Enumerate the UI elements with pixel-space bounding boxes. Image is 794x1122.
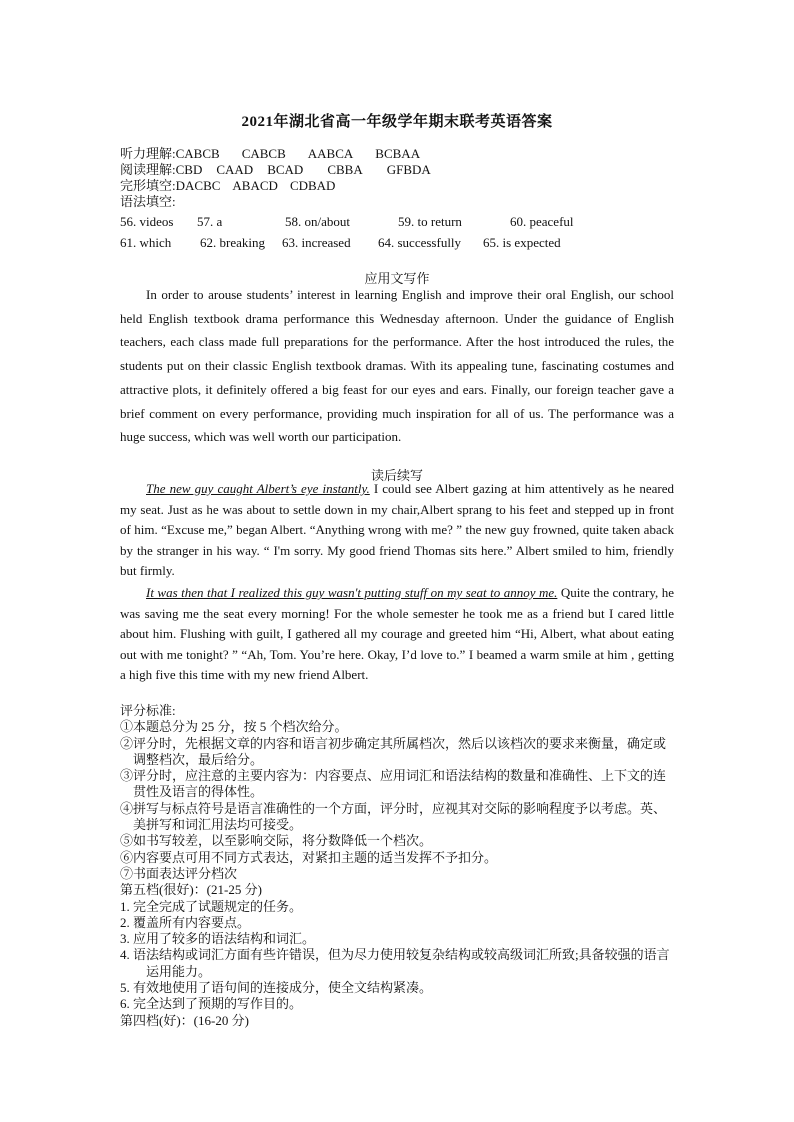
level-5-item: 4. 语法结构或词汇方面有些许错误，但为尽力使用较复杂结构或较高级词汇所致;具备较强的语言运用能力。 xyxy=(120,947,670,979)
practical-writing-text: In order to arouse students’ interest in learning English and improve their oral English, our school held English textbook drama performance this Wednesday afternoon. Under the guidance of English teachers, each class made full preparations for the performance. After the host introduced the rules, the students put on their classic English textbook dramas. With its appealing tune, fascinating costumes and attractive plots, it definitely offered a big feast for our eyes and ears. Finally, our foreign teacher gave a brief comment on every performance, providing much inspiration for all of us. The performance was a huge success, which was well worth our participation. xyxy=(120,287,674,445)
grammar-answer: 58. on/about xyxy=(285,214,350,229)
criteria-item: ⑥内容要点可用不同方式表达，对紧扣主题的适当发挥不予扣分。 xyxy=(120,849,498,865)
level-4-heading: 第四档(好)：(16-20 分) xyxy=(120,1012,249,1028)
level-5-heading: 第五档(很好)：(21-25 分) xyxy=(120,882,262,898)
level-5-item: 3. 应用了较多的语法结构和词汇。 xyxy=(120,931,316,947)
answer-row-reading xyxy=(120,162,453,178)
criteria-heading: 评分标准: xyxy=(120,703,176,718)
practical-writing-heading: 应用文写作 xyxy=(364,271,430,286)
grammar-answer: 61. which xyxy=(120,235,172,250)
grammar-answer: 60. peaceful xyxy=(510,214,574,229)
grammar-answer: 62. breaking xyxy=(200,235,265,250)
continuation-paragraph-1 xyxy=(120,479,674,582)
grammar-answer: 56. videos xyxy=(120,214,174,229)
grammar-answer: 63. increased xyxy=(282,235,351,250)
answer-row-grammar xyxy=(120,194,176,210)
answer-label: 阅读理解: xyxy=(120,162,176,177)
answer-group: AABCA xyxy=(307,146,354,161)
answer-group: CABCB xyxy=(241,146,286,161)
answer-group: ABACD xyxy=(232,178,278,193)
criteria-item: ①本题总分为 25 分，按 5 个档次给分。 xyxy=(120,719,348,735)
answer-group: CDBAD xyxy=(289,178,336,193)
answer-group: CAAD xyxy=(216,162,254,177)
paragraph-body: Quite the contrary, he was saving me the seat every morning! For the whole semester he took me as a friend but I cared little about him. Flushing with guilt, I gathered all my courage and greeted him “Hi, Albert, what about eating out with me tonight? ” “Ah, Tom. You’re here. Okay, I’d love to.” I beamed a warm smile at him , getting a high five this time with my new friend Albert. xyxy=(120,585,674,683)
level-5-item: 2. 覆盖所有内容要点。 xyxy=(120,914,251,930)
answer-group: CBD xyxy=(175,162,203,177)
paragraph-lead-sentence: It was then that I realized this guy wasn't putting stuff on my seat to annoy me. xyxy=(146,585,558,600)
answer-group: CBBA xyxy=(327,162,363,177)
answer-label: 完形填空: xyxy=(120,178,176,193)
paragraph-lead-sentence: The new guy caught Albert’s eye instantly. xyxy=(146,481,370,496)
answer-group: BCAD xyxy=(267,162,304,177)
criteria-item: ④拼写与标点符号是语言准确性的一个方面，评分时，应视其对交际的影响程度予以考虑。英、美拼写和词汇用法均可接受。 xyxy=(120,800,667,833)
level-5-item: 1. 完全完成了试题规定的任务。 xyxy=(120,898,303,914)
answer-group: GFBDA xyxy=(386,162,431,177)
continuation-paragraph-2 xyxy=(120,583,674,686)
answer-label: 语法填空: xyxy=(120,194,176,209)
criteria-item: ⑦书面表达评分档次 xyxy=(120,865,238,881)
grammar-answer: 57. a xyxy=(197,214,223,229)
answer-row-cloze xyxy=(120,178,357,194)
grammar-answer: 59. to return xyxy=(398,214,462,229)
answer-group: CABCB xyxy=(175,146,220,161)
answer-label: 听力理解: xyxy=(120,146,176,161)
criteria-item: ⑤如书写较差，以至影响交际，将分数降低一个档次。 xyxy=(120,833,433,849)
answer-group: DACBC xyxy=(175,178,221,193)
answer-group: BCBAA xyxy=(375,146,421,161)
continuation-writing-heading: 读后续写 xyxy=(370,468,423,483)
level-5-item: 6. 完全达到了预期的写作目的。 xyxy=(120,996,303,1012)
criteria-item: ②评分时，先根据文章的内容和语言初步确定其所属档次，然后以该档次的要求来衡量，确定或调整档次，最后给分。 xyxy=(120,735,667,767)
answer-row-listening xyxy=(120,146,442,162)
level-5-item: 5. 有效地使用了语句间的连接成分，使全文结构紧凑。 xyxy=(120,980,433,996)
grammar-answer: 64. successfully xyxy=(378,235,462,250)
page-title: 2021年湖北省高一年级学年期末联考英语答案 xyxy=(241,114,553,130)
criteria-item: ③评分时，应注意的主要内容为：内容要点、应用词汇和语法结构的数量和准确性、上下文的连贯性及语言的得体性。 xyxy=(120,768,667,800)
scoring-criteria xyxy=(120,703,676,1029)
grammar-answer: 65. is expected xyxy=(483,235,561,250)
paragraph-body: I could see Albert gazing at him attentively as he neared my seat. Just as he was about to settle down in my chair,Albert sprang to his feet and stepped up in front of him. “Excuse me,” began Albert. “Anything wrong with me? ” the new guy frowned, quite taken aback by the stranger in his way. “ I'm sorry. My good friend Thomas sits here.” Albert smiled to him, friendly but firmly. xyxy=(120,481,674,579)
